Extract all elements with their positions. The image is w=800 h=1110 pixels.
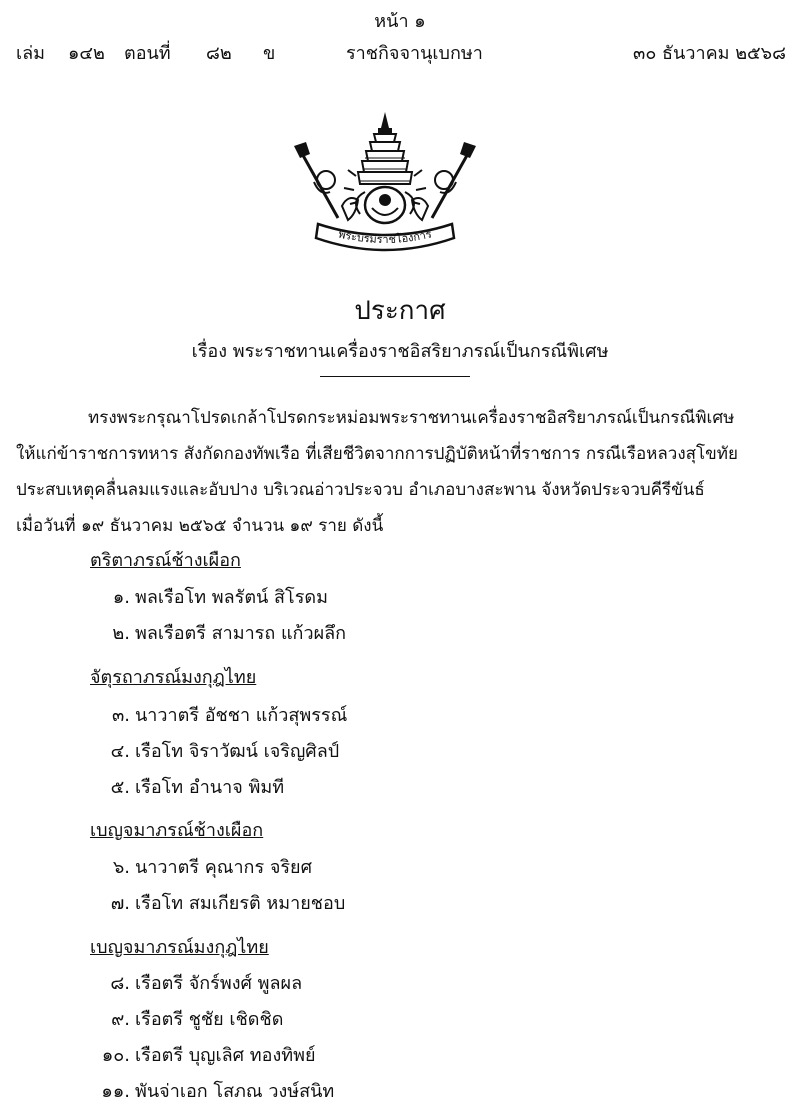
recipient-item	[60, 888, 760, 916]
recipient-number: ๔.	[110, 741, 130, 762]
recipient-name: นาวาตรี อัชชา แก้วสุพรรณ์	[135, 705, 348, 726]
recipient-number: ๒.	[112, 623, 130, 644]
recipient-item	[60, 1076, 760, 1104]
recipient-number: ๑๑.	[101, 1081, 130, 1102]
announcement-title: ประกาศ	[354, 296, 446, 326]
recipient-number: ๖.	[112, 857, 130, 878]
recipient-name: เรือตรี จักร์พงศ์ พูลผล	[135, 973, 303, 994]
recipient-name: เรือโท จิราวัฒน์ เจริญศิลป์	[135, 741, 340, 762]
body-line: ประสบเหตุคลื่นลมแรงและอับปาง บริเวณอ่าวประจวบ อำเภอบางสะพาน จังหวัดประจวบคีรีขันธ์	[16, 480, 705, 500]
recipient-item	[60, 736, 760, 764]
svg-text:พระบรมราชโองการ: พระบรมราชโองการ	[337, 227, 433, 247]
recipient-name: เรือโท อำนาจ พิมที	[135, 777, 285, 798]
recipient-item	[60, 772, 760, 800]
body-line: ให้แก่ข้าราชการทหาร สังกัดกองทัพเรือ ที่เสียชีวิตจากการปฏิบัติหน้าที่ราชการ กรณีเรือหลวงสุโขทัย	[16, 444, 738, 464]
recipient-item	[60, 1004, 760, 1032]
recipient-number: ๕.	[110, 777, 130, 798]
recipient-number: ๑.	[112, 587, 130, 608]
recipient-number: ๘.	[110, 973, 130, 994]
recipient-item	[60, 968, 760, 996]
recipient-name: นาวาตรี คุณากร จริยศ	[135, 857, 313, 878]
decoration-class-heading: ตริตาภรณ์ช้างเผือก	[90, 550, 241, 571]
recipient-item	[60, 618, 760, 646]
decoration-class-heading: เบญจมาภรณ์ช้างเผือก	[90, 820, 264, 841]
volume-label: เล่ม	[16, 43, 46, 64]
section-letter: ข	[263, 43, 276, 64]
body-line: ทรงพระกรุณาโปรดเกล้าโปรดกระหม่อมพระราชทานเครื่องราชอิสริยาภรณ์เป็นกรณีพิเศษ	[88, 408, 735, 428]
recipient-name: พลเรือโท พลรัตน์ สิโรดม	[135, 587, 328, 608]
recipient-item	[60, 700, 760, 728]
recipient-name: เรือโท สมเกียรติ หมายชอบ	[135, 893, 346, 914]
recipient-item	[60, 1040, 760, 1068]
recipient-number: ๑๐.	[101, 1045, 130, 1066]
recipient-name: เรือตรี บุญเลิศ ทองทิพย์	[135, 1045, 316, 1066]
publication-date: ๓๐ ธันวาคม ๒๕๖๘	[633, 43, 786, 64]
recipient-item	[60, 582, 760, 610]
decoration-class-heading: เบญจมาภรณ์มงกุฎไทย	[90, 937, 269, 958]
title-divider	[320, 376, 470, 377]
recipient-name: เรือตรี ชูชัย เชิดชิด	[135, 1009, 284, 1030]
body-line: เมื่อวันที่ ๑๙ ธันวาคม ๒๕๖๕ จำนวน ๑๙ ราย ดังนี้	[16, 516, 384, 536]
volume-number: ๑๔๒	[68, 43, 105, 64]
issue-number: ๘๒	[206, 43, 232, 64]
gazette-name: ราชกิจจานุเบกษา	[346, 43, 483, 64]
royal-emblem-icon	[290, 110, 480, 260]
recipient-item	[60, 852, 760, 880]
page-number: หน้า ๑	[374, 11, 426, 32]
recipient-number: ๙.	[111, 1009, 130, 1030]
decoration-class-heading: จัตุรถาภรณ์มงกุฎไทย	[90, 667, 257, 688]
recipient-name: พลเรือตรี สามารถ แก้วผลึก	[135, 623, 347, 644]
gazette-header	[16, 38, 786, 64]
announcement-body	[16, 400, 788, 544]
recipient-name: พันจ่าเอก โสภณ วงษ์สนิท	[135, 1081, 335, 1102]
recipient-number: ๗.	[110, 893, 130, 914]
recipient-number: ๓.	[111, 705, 130, 726]
announcement-subject: เรื่อง พระราชทานเครื่องราชอิสริยาภรณ์เป็นกรณีพิเศษ	[191, 341, 609, 362]
issue-label: ตอนที่	[124, 43, 171, 64]
